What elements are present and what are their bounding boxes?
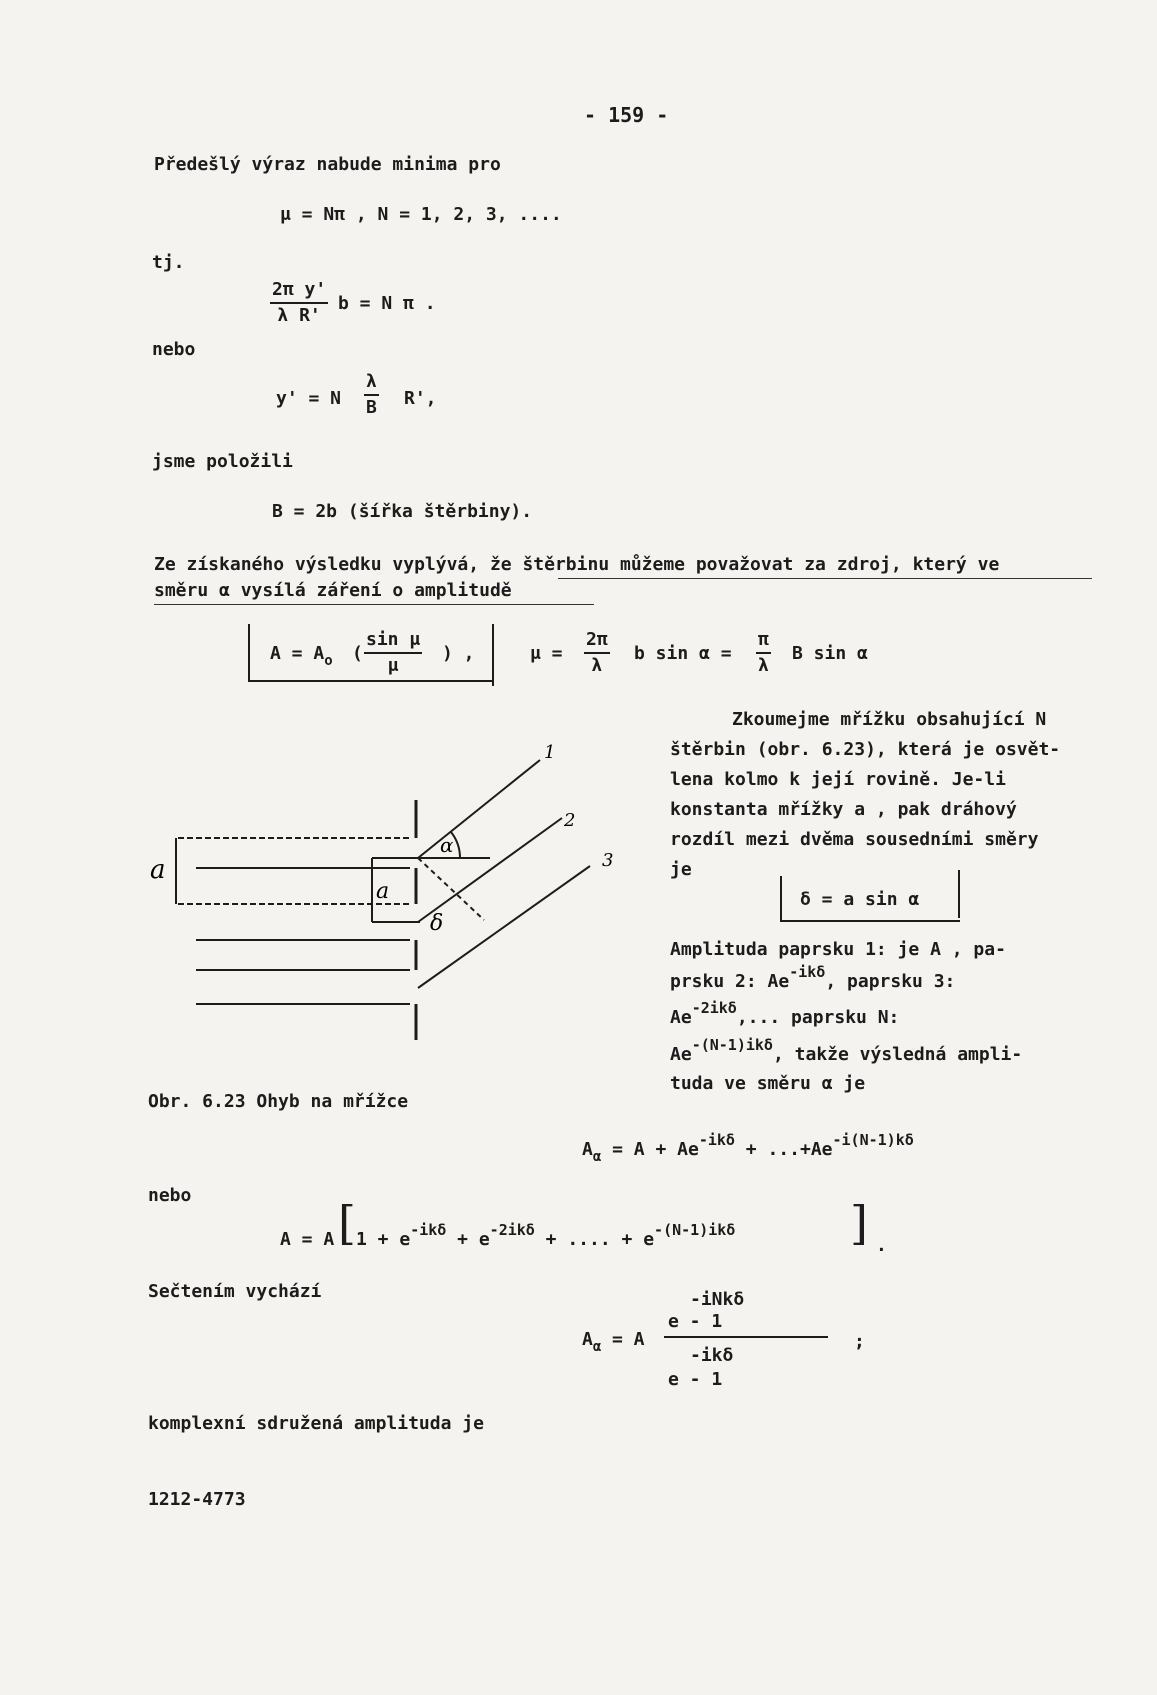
text-line: tuda ve směru α je [670,1073,866,1094]
equation-end: ; [854,1331,865,1352]
text-span: , paprsku 3: [825,971,956,992]
equation-mid: b sin α = [634,643,732,664]
text-span: 1 + e [356,1229,411,1250]
right-text-line: Zkoumejme mřížku obsahující N [732,709,1047,730]
fraction-denominator: B [366,396,377,418]
fraction-denominator: λ R' [277,304,321,326]
superscript: -ikδ [410,1221,447,1239]
text-span: ,... paprsku N: [736,1007,900,1028]
label-ray-2: 2 [564,810,576,831]
right-text-line: rozdíl mezi dvěma sousedními směry [670,829,1039,850]
paren: ) , [442,643,475,664]
text-line: jsme položili [152,451,293,472]
text-span: , takže výsledná ampli- [772,1044,1023,1065]
figure-caption: Obr. 6.23 Ohyb na mřížce [148,1091,409,1112]
text-span: + e [457,1229,490,1250]
text-line: Sečtením vychází [148,1281,322,1302]
text-span: A [582,1329,593,1350]
text-span: A [582,1139,593,1160]
text-span: + ...+Ae [745,1139,833,1160]
superscript: -ikδ [690,1345,734,1366]
text-line: nebo [148,1185,192,1206]
paren: ( [352,643,363,664]
text-span: + .... + e [545,1229,655,1250]
superscript: -2ikδ [691,999,737,1017]
equation-minima: μ = Nπ , N = 1, 2, 3, .... [280,204,562,225]
text-line: Amplituda paprsku 1: je A , pa- [670,939,1006,960]
fraction-numerator: 2π y' [270,280,328,304]
label-delta: δ [430,911,444,936]
superscript: -i(N-1)kδ [832,1131,914,1149]
text-span: prsku 2: Ae [670,971,790,992]
right-text-line: štěrbin (obr. 6.23), která je osvět- [670,739,1061,760]
superscript: -ikδ [698,1131,735,1149]
fraction-numerator: sin μ [364,630,422,654]
label-ray-3: 3 [602,850,614,871]
superscript: -(N-1)ikδ [654,1221,736,1239]
text-line: nebo [152,339,196,360]
equation-eq: = A [612,1329,645,1350]
equation-bracket-lhs: A = A [280,1229,335,1250]
fraction-numerator: π [756,630,771,654]
diffracted-ray-3 [418,866,590,988]
superscript: -iNkδ [690,1289,745,1310]
page-number: - 159 - [584,103,669,127]
label-alpha: α [440,833,454,857]
equation-frac-lhs [582,1329,602,1355]
fraction-bar [664,1336,828,1338]
equation-sum [582,1131,914,1165]
paragraph-line: směru α vysílá záření o amplitudě [154,580,512,601]
fraction-numerator: e - 1 [668,1311,723,1332]
superscript: -2ikδ [489,1221,535,1239]
text-span: A = A [270,643,325,664]
equation-rest: b = N π . [338,293,436,314]
superscript: -(N-1)ikδ [691,1036,773,1054]
path-difference-line [418,858,484,920]
equation-lhs: μ = [530,643,563,664]
fraction-numerator: 2π [584,630,610,654]
equation-b: B = 2b (šířka štěrbiny). [272,501,533,522]
equation-end: . [876,1235,887,1256]
equation-rest: B sin α [792,643,868,664]
subscript: α [592,1149,602,1165]
text-line: tj. [152,252,185,273]
left-bracket: [ [338,1196,356,1250]
text-line: Předešlý výraz nabude minima pro [154,154,501,175]
fraction-denominator: λ [758,654,769,676]
fraction-denominator: λ [591,654,603,676]
fraction-denominator: μ [387,654,399,676]
right-bracket: ] [850,1196,868,1250]
delta-equation: δ = a sin α [800,889,920,910]
text-span: Ae [670,1044,692,1065]
fraction-denominator: e - 1 [668,1369,723,1390]
right-text-line: lena kolmo k její rovině. Je-li [670,769,1006,790]
subscript: o [324,653,333,669]
superscript: -ikδ [789,963,826,981]
text-span: = A + Ae [612,1139,699,1160]
text-span: Ae [670,1007,692,1028]
right-text-line: konstanta mřížky a , pak dráhový [670,799,1017,820]
paragraph-line: Ze získaného výsledku vyplývá, že štěrbinu můžeme považovat za zdroj, který ve [154,554,1000,575]
fraction-numerator: λ [364,372,379,396]
label-a-inner: a [376,879,390,904]
label-a-outer: a [150,855,166,885]
diffracted-ray-1 [418,760,540,858]
footer-code: 1212-4773 [148,1489,246,1510]
label-ray-1: 1 [544,742,556,763]
subscript: α [592,1339,602,1355]
text-line: komplexní sdružená amplituda je [148,1413,484,1434]
equation-rest: R', [404,388,437,409]
right-text-line: je [670,859,692,880]
equation-lhs: y' = N [276,388,342,409]
